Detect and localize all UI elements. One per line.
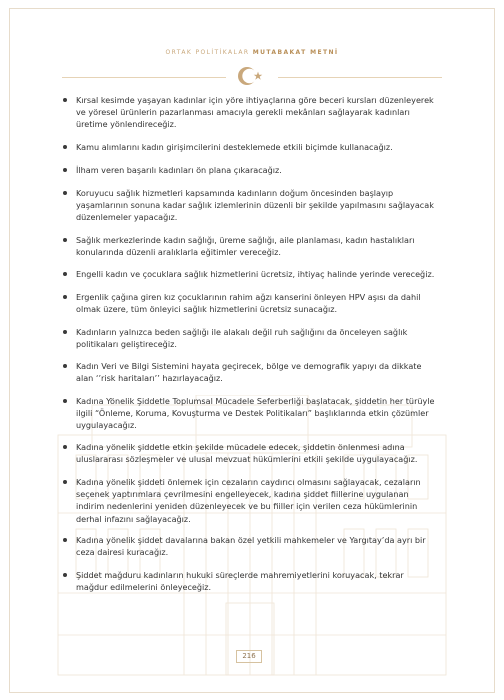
list-item-text: Kadına yönelik şiddetle etkin şekilde mücadele edecek, şiddetin önlenmesi adına uluslararası sözleşmeler ve ulusal mevzuat hükümlerini etkili şekilde uygulayacağız. [76,442,418,465]
list-item-text: Kırsal kesimde yaşayan kadınlar için yöre ihtiyaçlarına göre beceri kursları düzenleyerek ve yöresel ürünlerin pazarlanması amacıyla gerekli mekânları sağlayarak kadınları üretime yönlendireceğiz. [76,95,434,130]
list-item-text: Sağlık merkezlerinde kadın sağlığı, üreme sağlığı, aile planlaması, kadın hastalıkları konularında düzenli aralıklarla eğitimler vereceğiz. [76,235,415,258]
page-number: 216 [236,650,262,663]
bullet-icon [63,364,67,368]
list-item-text: Şiddet mağduru kadınların hukuki süreçlerde mahremiyetlerini koruyacak, tekrar mağdur edilmelerini önleyeceğiz. [76,570,404,593]
bullet-icon [63,145,67,149]
header-rule-right [278,77,442,78]
list-item [76,268,436,280]
list-item [76,234,436,258]
list-item-text: İlham veren başarılı kadınları ön plana çıkaracağız. [76,165,282,175]
list-item-text: Kadınların yalnızca beden sağlığı ile alakalı değil ruh sağlığını da önceleyen sağlık politikaları geliştireceğiz. [76,327,408,350]
list-item-text: Kadına Yönelik Şiddetle Toplumsal Mücadele Seferberliği başlatacak, şiddetin her türüyle ilgili “Önleme, Koruma, Kovuşturma ve Destek Politikaları” başlıklarında etkin çözümler uygulayacağız. [76,396,435,431]
list-item [76,441,436,465]
bullet-icon [63,445,67,449]
list-item-text: Ergenlik çağına giren kız çocuklarının rahim ağzı kanserini önleyen HPV aşısı da dahil olmak üzere, tüm önleyici sağlık hizmetlerini ücretsiz sunacağız. [76,292,421,315]
bullet-icon [63,295,67,299]
bullet-icon [63,191,67,195]
list-item-text: Kadına yönelik şiddeti önlemek için cezaların caydırıcı olmasını sağlayacak, cezaların seçenek yaptırımlara çevrilmesini engelleyecek, kadına şiddet fiillerine uygulanan indirim nedenlerini yeniden düzenleyecek ve bu fiiller için verilen ceza hükümlerinin derhal infazını sağlayacağız. [76,477,421,524]
list-item [76,164,436,176]
bullet-icon [63,573,67,577]
list-item [76,94,436,131]
list-item [76,569,436,593]
list-item [76,395,436,432]
list-item [76,476,436,525]
bullet-icon [63,399,67,403]
list-item [76,187,436,224]
header-highlight: MUTABAKAT METNİ [252,49,339,56]
crescent-star-icon [233,64,269,88]
list-item-text: Kamu alımlarını kadın girişimcilerini desteklemede etkili biçimde kullanacağız. [76,142,393,152]
list-item-text: Engelli kadın ve çocuklara sağlık hizmetlerini ücretsiz, ihtiyaç halinde yerinde vereceğiz. [76,269,435,279]
list-item [76,326,436,350]
list-item-text: Kadına yönelik şiddet davalarına bakan özel yetkili mahkemeler ve Yargıtay’da ayrı bir ceza dairesi kuracağız. [76,535,426,558]
header-prefix: ORTAK POLİTİKALAR [165,49,250,56]
bullet-icon [63,330,67,334]
bullet-icon [63,272,67,276]
list-item-text: Kadın Veri ve Bilgi Sistemini hayata geçirecek, bölge ve demografik yapıyı da dikkate alan ‘’risk haritaları’’ hazırlayacağız. [76,361,422,384]
bullet-icon [63,538,67,542]
bullet-icon [63,168,67,172]
list-item-text: Koruyucu sağlık hizmetleri kapsamında kadınların doğum öncesinden başlayıp yaşamlarının sonuna kadar sağlık izlemlerinin düzenli bir şekilde yapılmasını sağlayacak düzenlemeler yapacağız. [76,188,434,223]
list-item [76,534,436,558]
list-item [76,360,436,384]
list-item [76,291,436,315]
bullet-icon [63,98,67,102]
list-item [76,141,436,153]
bullet-icon [63,480,67,484]
bullet-icon [63,238,67,242]
header-rule-left [62,77,226,78]
running-header [0,49,504,56]
